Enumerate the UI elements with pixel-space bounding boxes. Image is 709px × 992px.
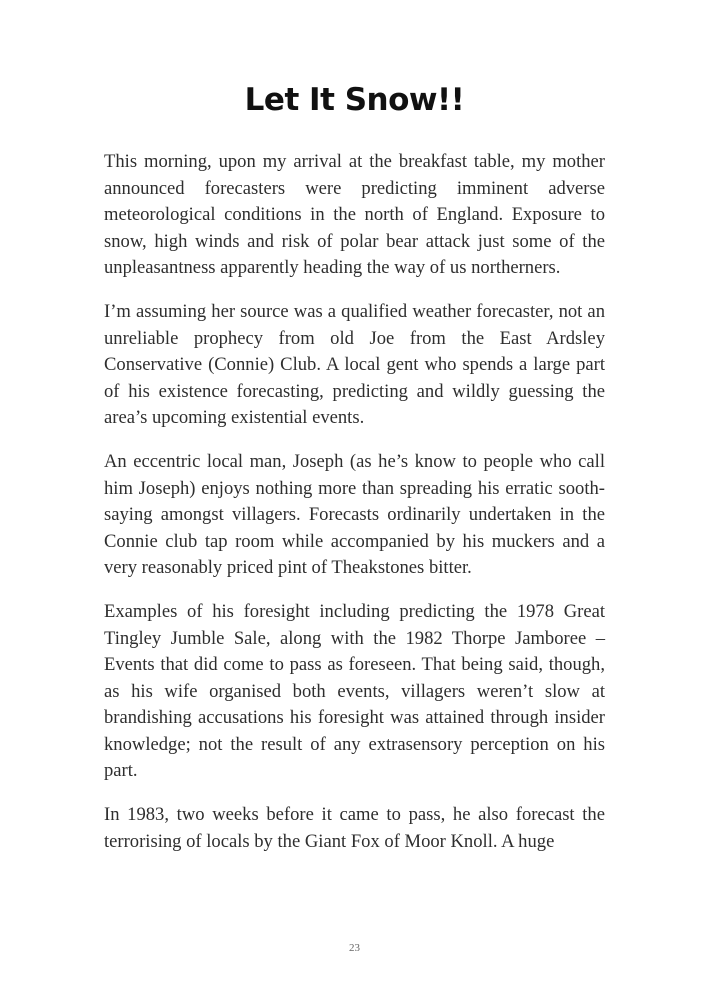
paragraph: This morning, upon my arrival at the breakfast table, my mother announced forecasters were predicting imminent adverse meteorological conditions in the north of England. Exposure to snow, high winds and risk of polar bear attack just some of the unpleasantness apparently heading the way of us northerners. [104, 151, 605, 279]
paragraph: An eccentric local man, Joseph (as he’s know to people who call him Joseph) enjoys nothing more than spreading his erratic sooth-saying amongst villagers. Forecasts ordinarily undertaken in the Connie club tap room while accompanied by his muckers and a very reasonably priced pint of Theakstones bitter. [104, 450, 605, 579]
page-number: 23 [349, 942, 360, 954]
paragraph: I’m assuming her source was a qualified weather forecaster, not an unreliable prophecy from old Joe from the East Ardsley Conservative (Connie) Club. A local gent who spends a large part of his existence forecasting, predicting and wildly guessing the area’s upcoming existential events. [104, 300, 605, 429]
page-title: Let It Snow!! [244, 82, 465, 118]
paragraph: Examples of his foresight including predicting the 1978 Great Tingley Jumble Sale, along with the 1982 Thorpe Jamboree – Events that did come to pass as foreseen. That being said, though, as his wife organised both events, villagers weren’t slow at brandishing accusations his foresight was attained through insider knowledge; not the result of any extrasensory perception on his part. [104, 600, 605, 782]
paragraph: In 1983, two weeks before it came to pass, he also forecast the terrorising of locals by the Giant Fox of Moor Knoll. A huge [104, 804, 605, 852]
body-text [104, 149, 605, 872]
